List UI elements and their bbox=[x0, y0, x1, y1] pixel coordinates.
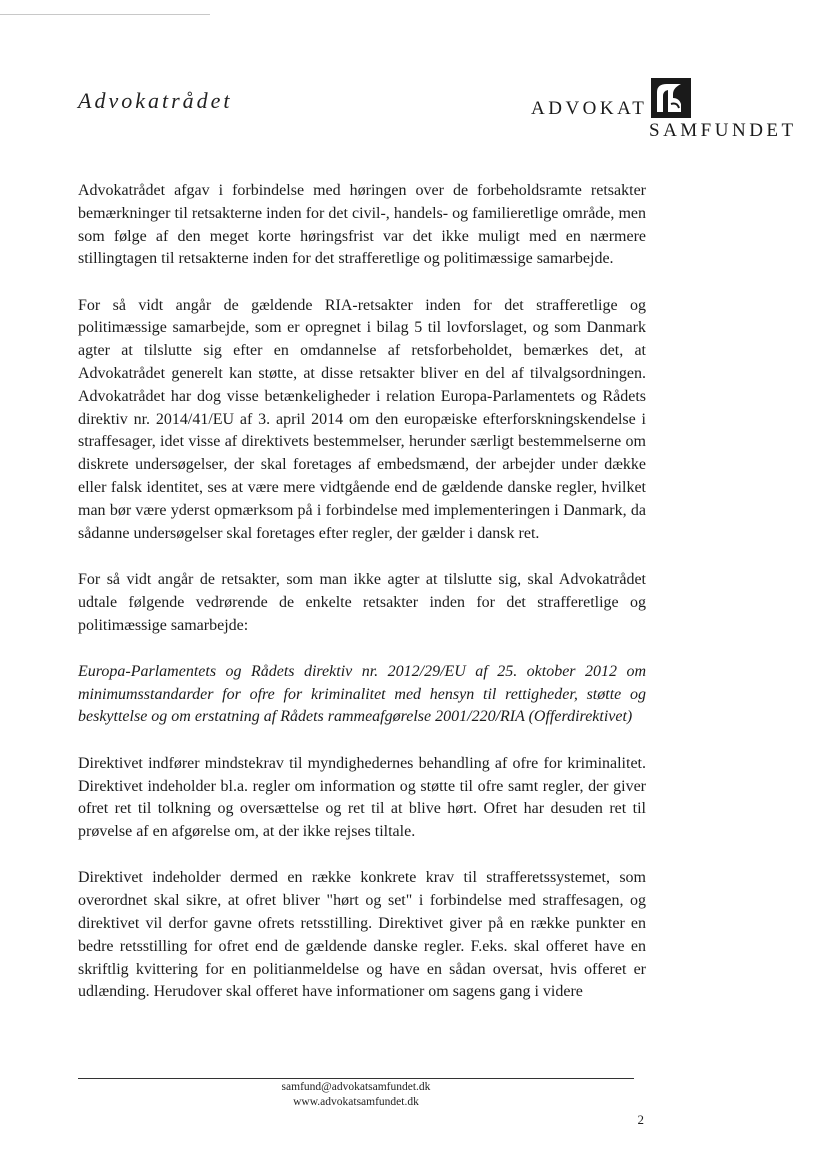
paragraph-3: For så vidt angår de retsakter, som man ikke agter at tilslutte sig, skal Advokatrådet udtale følgende vedrørende de enkelte retsakter inden for det strafferetlige og politimæssige samarbejde: bbox=[78, 570, 646, 634]
footer-website[interactable]: www.advokatsamfundet.dk bbox=[293, 1096, 419, 1108]
advokatsamfundet-logo bbox=[531, 78, 801, 142]
footer bbox=[78, 1080, 634, 1110]
document-title: Advokatrådet bbox=[78, 88, 233, 113]
footer-email[interactable]: samfund@advokatsamfundet.dk bbox=[281, 1081, 431, 1093]
logo-text-advokat: ADVOKAT bbox=[531, 98, 648, 119]
paragraph-5: Direktivet indeholder dermed en række konkrete krav til strafferetssystemet, som overordnet skal sikre, at ofret bliver "hørt og set" i forbindelse med straffesagen, og direktivet vil derfor gavne ofrets retsstilling. Direktivet giver på en række punkter en bedre retsstilling for ofret end de gældende danske regler. F.eks. skal offeret have en skriftlig kvittering for en politianmeldelse og have en sådan oversat, hvis offeret er udlænding. Herudover skal offeret have informationer om sagens gang i videre bbox=[78, 869, 646, 1001]
logo-text-samfundet: SAMFUNDET bbox=[649, 120, 797, 141]
paragraph-1: Advokatrådet afgav i forbindelse med høringen over de forbeholdsramte retsakter bemærkninger til retsakterne inden for det civil-, handels- og familieretlige område, men som følge af den meget korte høringsfrist var det ikke muligt med en nærmere stillingtagen til retsakterne inden for det strafferetlige og politimæssige samarbejde. bbox=[78, 182, 646, 268]
top-scan-line bbox=[0, 14, 210, 15]
footer-divider bbox=[78, 1078, 634, 1079]
directive-heading: Europa-Parlamentets og Rådets direktiv nr. 2012/29/EU af 25. oktober 2012 om minimumsstandarder for ofre for kriminalitet med hensyn til rettigheder, støtte og beskyttelse og om erstatning af Rådets rammeafgørelse 2001/220/RIA (Offerdirektivet) bbox=[78, 662, 646, 726]
paragraph-2: For så vidt angår de gældende RIA-retsakter inden for det strafferetlige og politimæssige samarbejde, som er opregnet i bilag 5 til lovforslaget, og som Danmark agter at tilslutte sig efter en omdannelse af retsforbeholdet, bemærkes det, at Advokatrådet generelt kan støtte, at disse retsakter bliver en del af tilvalgsordningen. Advokatrådet har dog visse betænkeligheder i relation Europa-Parlamentets og Rådets direktiv nr. 2014/41/EU af 3. april 2014 om den europæiske efterforskningskendelse i straffesager, idet visse af direktivets bestemmelser, herunder særligt bestemmelserne om diskrete undersøgelser, der skal foretages af embedsmænd, der arbejder under dække eller falsk identitet, ses at være mere vidtgående end de gældende danske regler, hvilket man bør være yderst opmærksom på i forbindelse med implementeringen i Danmark, da sådanne undersøgelser skal foretages efter regler, der gælder i dansk ret. bbox=[78, 296, 646, 542]
paragraph-4: Direktivet indfører mindstekrav til myndighedernes behandling af ofre for kriminalitet. Direktivet indeholder bl.a. regler om information og støtte til ofre samt regler, der giver ofret ret til tolkning og oversættelse og ret til at blive hørt. Ofret har desuden ret til prøvelse af en afgørelse om, at der ikke rejses tiltale. bbox=[78, 754, 646, 841]
page-number: 2 bbox=[637, 1112, 644, 1127]
document-body bbox=[78, 180, 646, 1028]
advokatsamfundet-emblem-icon bbox=[651, 78, 691, 118]
